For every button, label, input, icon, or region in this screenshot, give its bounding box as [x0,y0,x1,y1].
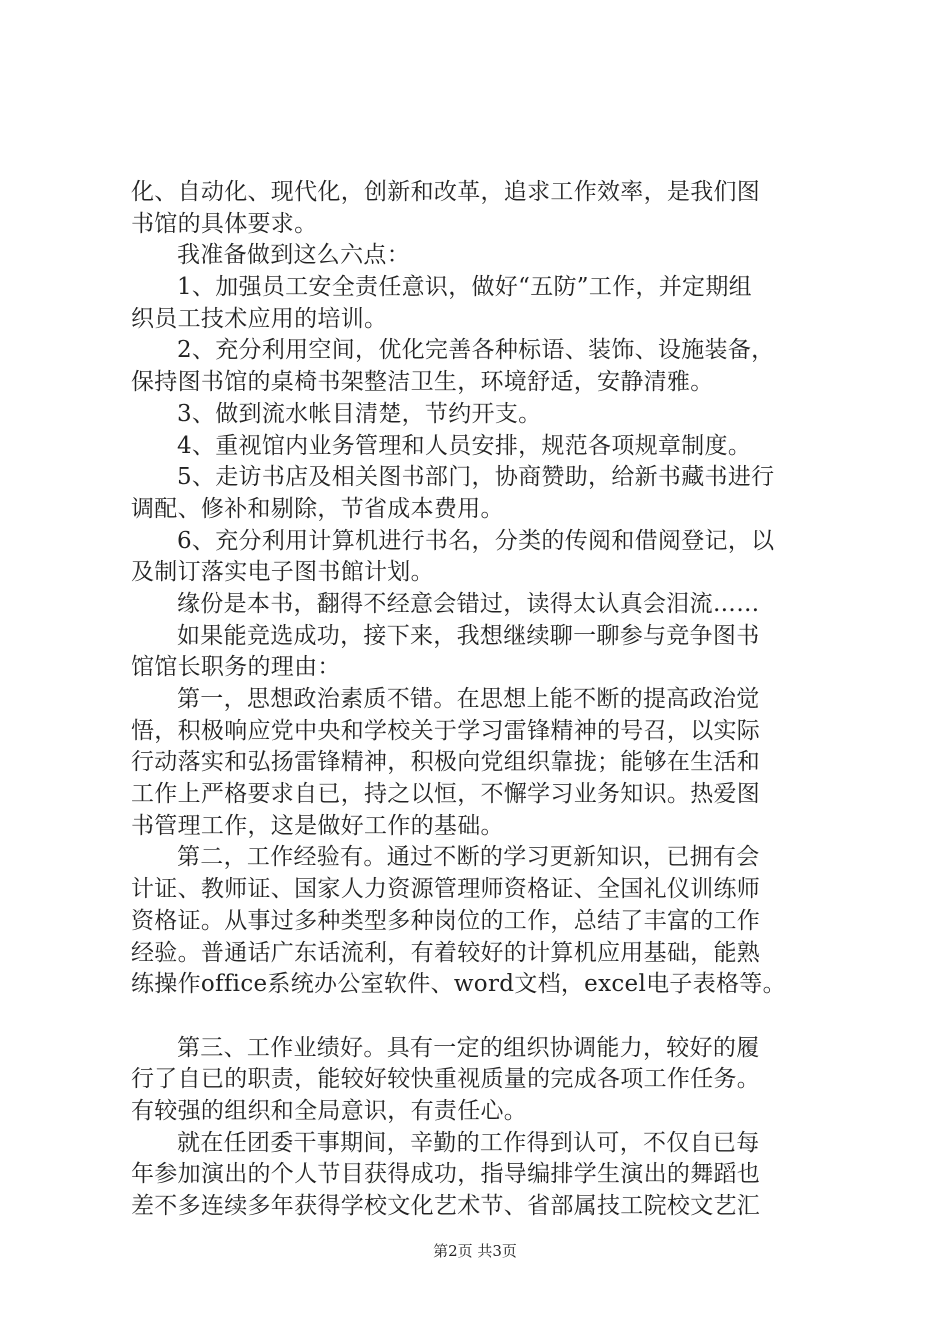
text-line: 工作上严格要求自已，持之以恒，不懈学习业务知识。热爱图 [131,781,761,808]
text-line: 2、充分利用空间，优化完善各种标语、装饰、设施装备， [177,337,775,364]
text-line: 6、充分利用计算机进行书名，分类的传阅和借阅登记，以 [177,527,775,554]
text-line: 就在任团委干事期间，辛勤的工作得到认可，不仅自已每 [177,1129,760,1156]
text-line: 悟，积极响应党中央和学校关于学习雷锋精神的号召，以实际 [131,717,761,744]
text-line: 如果能竞选成功，接下来，我想继续聊一聊参与竞争图书 [177,622,760,649]
page-footer [0,1240,950,1261]
text-line: 馆馆长职务的理由： [131,654,341,681]
text-line: 调配、修补和剔除，节省成本费用。 [131,495,504,522]
text-line: 保持图书馆的桌椅书架整洁卫生，环境舒适，安静清雅。 [131,369,714,396]
text-line: 织员工技术应用的培训。 [131,305,388,332]
text-line: 练操作office系统办公室软件、word文档，excel电子表格等。 [131,971,786,998]
text-line: 差不多连续多年获得学校文化艺术节、省部属技工院校文艺汇 [131,1193,761,1219]
text-line: 年参加演出的个人节目获得成功，指导编排学生演出的舞蹈也 [131,1161,761,1188]
text-line: 书管理工作，这是做好工作的基础。 [131,812,504,839]
text-line: 行动落实和弘扬雷锋精神，积极向党组织靠拢；能够在生活和 [131,749,761,776]
text-line: 1、加强员工安全责任意识，做好“五防”工作，并定期组 [177,274,752,301]
text-line: 第一，思想政治素质不错。在思想上能不断的提高政治觉 [177,686,760,712]
text-line: 3、做到流水帐目清楚，节约开支。 [177,400,542,427]
text-line: 4、重视馆内业务管理和人员安排，规范各项规章制度。 [177,432,752,459]
page-number-label: 第2页 共3页 [433,1242,517,1260]
text-line: 化、自动化、现代化，创新和改革，追求工作效率，是我们图 [131,179,761,205]
text-line: 行了自已的职责，能较好较快重视质量的完成各项工作任务。 [131,1066,761,1093]
text-line: 缘份是本书，翻得不经意会错过，读得太认真会泪流…… [177,590,760,617]
text-line: 有较强的组织和全局意识，有责任心。 [131,1097,528,1124]
text-line: 5、走访书店及相关图书部门，协商赞助，给新书藏书进行 [177,464,775,491]
text-line: 书馆的具体要求。 [131,210,318,237]
text-line: 资格证。从事过多种类型多种岗位的工作，总结了丰富的工作 [131,907,761,934]
text-line: 经验。普通话广东话流利，有着较好的计算机应用基础，能熟 [131,939,761,966]
text-line: 计证、教师证、国家人力资源管理师资格证、全国礼仪训练师 [131,876,761,903]
paragraph-gap [131,1001,851,1033]
text-line: 及制订落实电子图书館计划。 [131,559,434,586]
text-line: 第三、工作业绩好。具有一定的组织协调能力，较好的履 [177,1034,760,1061]
body-text [131,177,851,1223]
text-line: 第二，工作经验有。通过不断的学习更新知识，已拥有会 [177,844,760,871]
text-line: 我准备做到这么六点： [177,242,410,269]
